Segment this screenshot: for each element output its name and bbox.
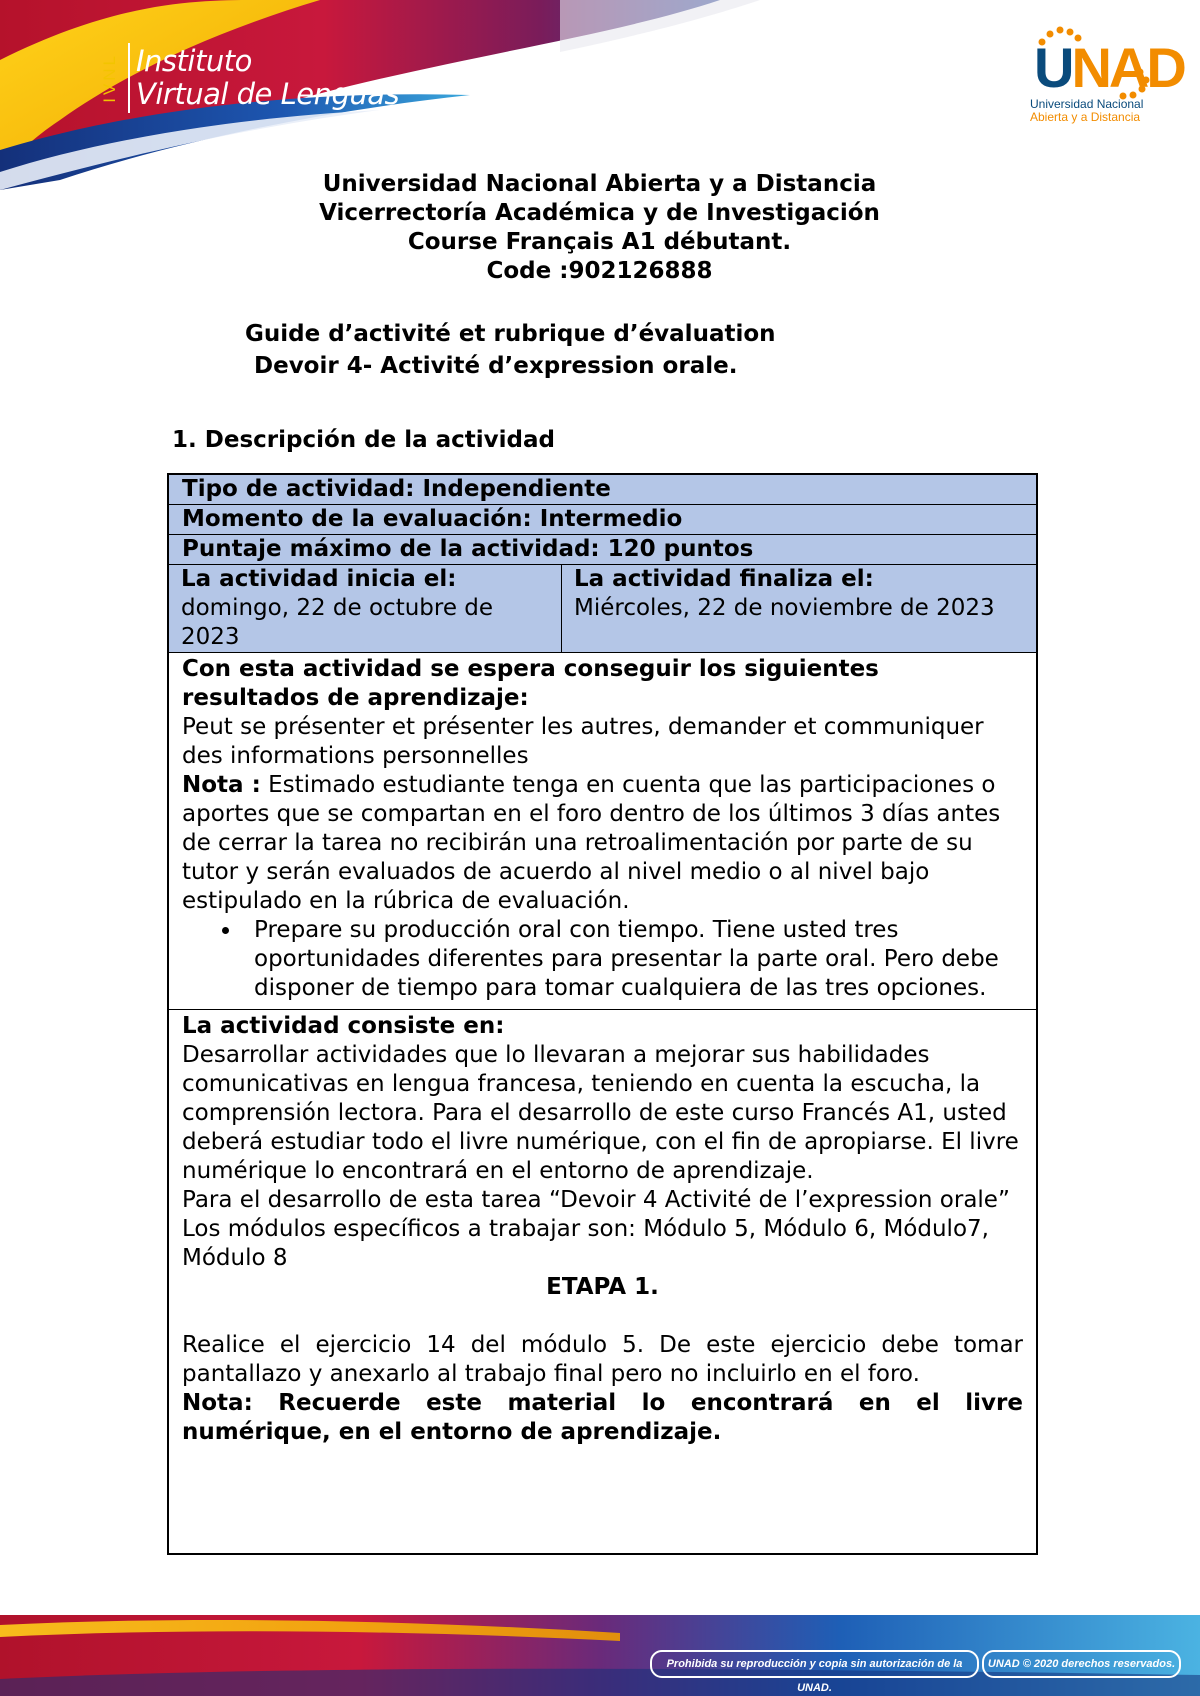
brand-line-1: Instituto [136,44,252,78]
consiste-paragraph-1: Desarrollar actividades que lo llevaran a mejorar sus habilidades comunicativas en lengua francesa, teniendo en cuenta la escucha, la comprensión lectora. Para el desarrollo de este curso Francés A1, usted deberá estudiar todo el livre numérique, con el fin de apropiarse. El livre numérique lo encontrará en el entorno de aprendizaje. [182,1042,1019,1184]
realice-paragraph: Realice el ejercicio 14 del módulo 5. De este ejercicio debe tomar pantallazo y anexarlo al trabajo final pero no incluirlo en el foro. [182,1332,1023,1387]
footer-notice-reproduction: Prohibida su reproducción y copia sin autorización de la UNAD. [650,1650,979,1678]
brand-name [136,45,399,111]
title-code: Code :902126888 [486,258,713,284]
brand-line-2: Virtual de Lenguas [136,77,400,111]
end-date-value: Miércoles, 22 de noviembre de 2023 [574,595,995,621]
guide-line-1: Guide d’activité et rubrique d’évaluation [245,321,776,347]
title-university: Universidad Nacional Abierta y a Distancia [322,171,877,197]
logo-nad: NAD [1071,36,1184,99]
end-date-cell [562,565,1036,652]
etapa-heading: ETAPA 1. [546,1274,659,1300]
brand-side-text: IVNL [100,53,119,103]
start-date-label: La actividad inicia el: [181,566,457,592]
logo-subtitle-1: Universidad Nacional [1030,97,1144,111]
nota-2-paragraph: Nota: Recuerde este material lo encontrará en el livre numérique, en el entorno de aprendizaje. [182,1390,1023,1445]
logo-u: U [1034,36,1072,99]
row-momento: Momento de la evaluación: Intermedio [169,505,1036,535]
nota-paragraph [182,771,1023,916]
list-item: • Prepare su producción oral con tiempo. Tiene usted tres oportunidades diferentes para presentar la parte oral. Pero debe disponer de tiempo para tomar cualquiera de las tres opciones. [242,916,1023,1003]
start-date-cell [169,565,562,652]
outcomes-title: Con esta actividad se espera conseguir los siguientes resultados de aprendizaje: [182,656,879,711]
guide-line-2: Devoir 4- Activité d’expression orale. [254,353,738,379]
spacer [182,1302,1023,1331]
consiste-paragraph-2: Para el desarrollo de esta tarea “Devoir 4 Activité de l’expression orale” Los módulos específicos a trabajar son: Módulo 5, Módulo 6, Módulo7, Módulo 8 [182,1187,1010,1271]
title-vicerrectoria: Vicerrectoría Académica y de Investigación [319,200,880,226]
unad-logo [1030,22,1184,127]
row-dates [169,565,1036,653]
start-date-value: domingo, 22 de octubre de 2023 [181,595,494,650]
logo-wordmark [1034,36,1184,99]
footer-notice-copyright: UNAD © 2020 derechos reservados. [982,1650,1181,1678]
consiste-title: La actividad consiste en: [182,1013,505,1039]
brand-divider [128,43,130,113]
row-tipo: Tipo de actividad: Independiente [169,475,1036,505]
brand-lockup [100,38,399,118]
activity-table [167,473,1038,1555]
end-date-label: La actividad finaliza el: [574,566,874,592]
logo-subtitle-2: Abierta y a Distancia [1030,110,1141,124]
row-puntaje: Puntaje máximo de la actividad: 120 puntos [169,535,1036,565]
guide-heading [245,318,776,382]
learning-outcomes-cell [169,653,1036,1010]
nota-text: Estimado estudiante tenga en cuenta que las participaciones o aportes que se compartan en el foro dentro de los últimos 3 días antes de cerrar la tarea no recibirán una retroalimentación por parte de su tutor y serán evaluados de acuerdo al nivel medio o al nivel bajo estipulado en la rúbrica de evaluación. [182,772,1001,914]
activity-description-cell [169,1010,1036,1553]
title-course: Course Français A1 débutant. [407,229,792,255]
nota-label: Nota : [182,772,261,798]
header-banner [0,0,1200,190]
document-titles [0,170,1200,286]
outcomes-text: Peut se présenter et présenter les autres, demander et communiquer des informations personnelles [182,714,984,769]
tips-list [182,916,1023,1003]
footer-banner [0,1615,1200,1696]
section-title: 1. Descripción de la actividad [172,427,555,453]
